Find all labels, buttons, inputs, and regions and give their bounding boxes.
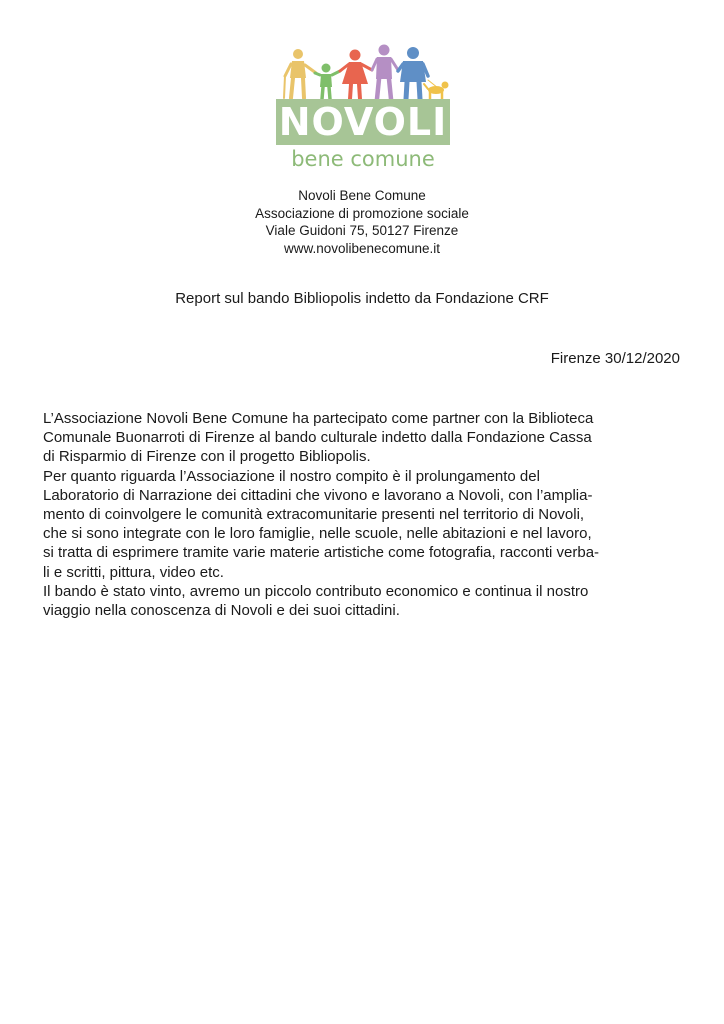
novoli-logo (276, 44, 452, 174)
org-address: Viale Guidoni 75, 50127 Firenze (265, 223, 459, 238)
body-line: si tratta di esprimere tramite varie materie artistiche come fotografia, racconti verba- (43, 544, 600, 562)
figure-woman (340, 50, 372, 100)
body-line: li e scritti, pittura, video etc. (43, 563, 224, 581)
logo-tagline: bene comune (291, 147, 435, 171)
figure-elder (284, 49, 316, 98)
org-name: Novoli Bene Comune (298, 188, 426, 203)
figure-adult (398, 47, 428, 99)
body-paragraph (43, 409, 683, 620)
figure-dog (424, 80, 449, 99)
body-line: che si sono integrate con le loro famiglie, nelle scuole, nelle abitazioni e nel lavoro, (43, 525, 592, 543)
body-line: mento di coinvolgere le comunità extracomunitarie presenti nel territorio di Novoli, (43, 506, 585, 524)
org-type: Associazione di promozione sociale (255, 205, 469, 221)
body-line: viaggio nella conoscenza di Novoli e dei suoi cittadini. (43, 602, 400, 620)
body-line: Il bando è stato vinto, avremo un piccolo contributo economico e continua il nostro (43, 582, 589, 600)
body-line: Comunale Buonarroti di Firenze al bando culturale indetto dalla Fondazione Cassa (43, 429, 592, 447)
report-title: Report sul bando Bibliopolis indetto da Fondazione CRF (175, 290, 549, 307)
body-line: di Risparmio di Firenze con il progetto Bibliopolis. (43, 448, 371, 466)
people-family-icon (276, 44, 452, 100)
org-website: www.novolibenecomune.it (283, 240, 441, 256)
organization-header (0, 187, 724, 257)
body-line: L’Associazione Novoli Bene Comune ha partecipato come partner con la Biblioteca (43, 410, 594, 427)
document-date: Firenze 30/12/2020 (550, 350, 680, 367)
figure-man (372, 45, 398, 100)
logo-wordmark: NOVOLI (278, 100, 448, 144)
body-line: Laboratorio di Narrazione dei cittadini che vivono e lavorano a Novoli, con l’amplia- (43, 486, 593, 504)
body-line: Per quanto riguarda l’Associazione il nostro compito è il prolungamento del (43, 467, 540, 485)
figure-child (315, 64, 340, 100)
